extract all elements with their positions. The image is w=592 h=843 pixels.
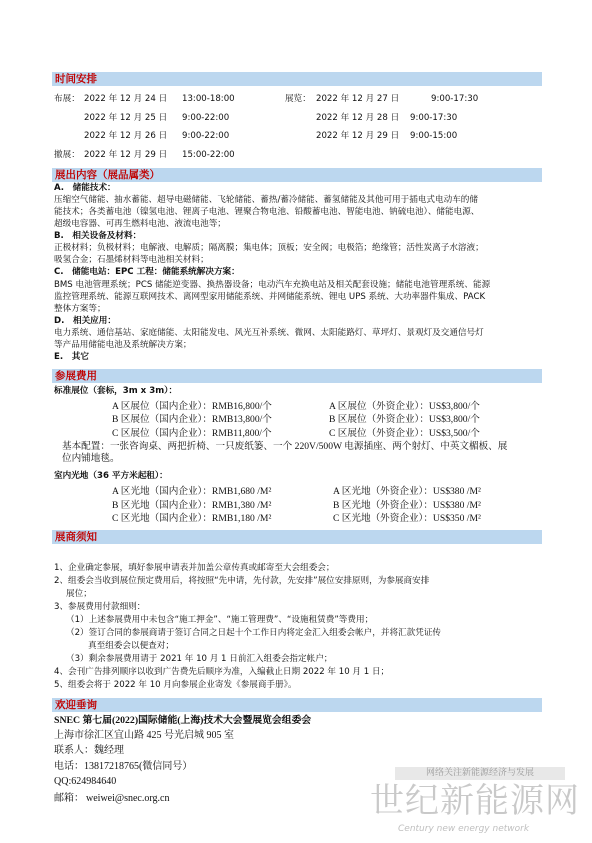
section-title-fees: 参展费用 xyxy=(55,370,97,382)
setup-label: 布展： xyxy=(54,94,80,104)
raw-for-c: C 区光地（外资企业）：US$350 /M² xyxy=(333,513,481,524)
show-time-3: 9:00-15:00 xyxy=(410,131,458,141)
standard-for-c: C 区展位（外资企业）：US$3,500/个 xyxy=(329,428,480,439)
note-3-2-line-1: （2）签订合同的参展商请于签订合同之日起十个工作日内将定金汇入组委会帐户，并将汇款凭证传 xyxy=(66,628,442,638)
section-title-welcome: 欢迎垂询 xyxy=(55,699,97,711)
show-time-1: 9:00-17:30 xyxy=(431,94,479,104)
contact-organizer: SNEC 第七届(2022)国际储能(上海)技术大会暨展览会组委会 xyxy=(54,715,312,726)
section-bar-welcome xyxy=(52,698,542,712)
note-2-line-2: 展位； xyxy=(66,589,92,599)
standard-dom-a: A 区展位（国内企业）：RMB16,800/个 xyxy=(112,401,272,412)
raw-dom-b: B 区光地（国内企业）：RMB1,380 /M² xyxy=(112,500,272,511)
note-3-3: （3）剩余参展费用请于 2021 年 10 月 1 日前汇入组委会指定帐户； xyxy=(66,654,333,664)
standard-dom-c: C 区展位（国内企业）：RMB11,800/个 xyxy=(112,428,272,439)
setup-time-3: 9:00-22:00 xyxy=(182,131,230,141)
exhibit-d-line-1: 电力系统、通信基站、家庭储能、太阳能发电、风光互补系统、微网、太阳能路灯、草坪灯、景观灯及交通信号灯 xyxy=(54,328,484,338)
raw-dom-c: C 区光地（国内企业）：RMB1,180 /M² xyxy=(112,513,272,524)
contact-address: 上海市徐汇区宜山路 425 号光启城 905 室 xyxy=(54,730,234,741)
exhibit-a-line-2: 能技术；各类蓄电池（镍氢电池、锂离子电池、锂聚合物电池、铅酸蓄电池、智能电池、钠硫电池）、储能电源、 xyxy=(54,207,480,217)
booth-config-line-1: 基本配置：一张咨询桌、两把折椅、一只废纸篓、一个 220V/500W 电源插座、两个射灯、中英文楣板、展 xyxy=(62,441,508,452)
exhibit-b-line-2: 吸氢合金；石墨烯材料等电池相关材料； xyxy=(54,255,209,265)
section-bar-notes xyxy=(52,530,542,544)
raw-for-a: A 区光地（外资企业）：US$380 /M² xyxy=(333,486,481,497)
show-date-1: 2022 年 12 月 27 日 xyxy=(316,94,400,104)
watermark-brand-en: Century new energy network xyxy=(398,824,530,834)
teardown-date: 2022 年 12 月 29 日 xyxy=(84,150,168,160)
section-title-schedule: 时间安排 xyxy=(55,73,97,85)
exhibit-a-line-3: 超级电容器、可再生燃料电池、液流电池等； xyxy=(54,219,226,229)
setup-date-2: 2022 年 12 月 25 日 xyxy=(84,113,168,123)
show-label: 展览： xyxy=(285,94,311,104)
raw-dom-a: A 区光地（国内企业）：RMB1,680 /M² xyxy=(112,486,272,497)
exhibit-c-line-2: 监控管理系统、能源互联网技术、离网型家用储能系统、并网储能系统、锂电 UPS 系统、大功率器件集成、PACK xyxy=(54,292,486,302)
show-time-2: 9:00-17:30 xyxy=(410,113,458,123)
watermark-brand: 世纪新能源网 xyxy=(370,781,580,821)
standard-for-b: B 区展位（外资企业）：US$3,800/个 xyxy=(329,414,480,425)
watermark-tagline: 网络关注新能源经济与发展 xyxy=(395,767,565,780)
contact-email-label: 邮箱： xyxy=(54,793,84,804)
setup-time-1: 13:00-18:00 xyxy=(182,94,235,104)
exhibit-c-line-3: 整体方案等； xyxy=(54,304,106,314)
note-3-2-line-2: 真至组委会以便查对； xyxy=(88,641,174,651)
exhibit-c-title: C. 储能电站：EPC 工程：储能系统解决方案： xyxy=(54,267,240,277)
contact-person: 联系人：魏经理 xyxy=(54,745,124,756)
note-3: 3、参展费用付款细则： xyxy=(54,602,146,612)
standard-booth-title: 标准展位（套标，3m x 3m）： xyxy=(54,386,178,396)
exhibit-d-line-2: 等产品用储能电池及系统解决方案； xyxy=(54,340,192,350)
standard-for-a: A 区展位（外资企业）：US$3,800/个 xyxy=(329,401,480,412)
note-1: 1、企业确定参展，填好参展申请表并加盖公章传真或邮寄至大会组委会； xyxy=(54,563,335,573)
standard-dom-b: B 区展位（国内企业）：RMB13,800/个 xyxy=(112,414,272,425)
setup-date-1: 2022 年 12 月 24 日 xyxy=(84,94,168,104)
exhibit-c-line-1: BMS 电池管理系统；PCS 储能逆变器、换热器设备；电动汽车充换电站及相关配套设施；储能电池管理系统、能源 xyxy=(54,280,491,290)
exhibit-e-title: E. 其它 xyxy=(54,352,89,362)
section-title-exhibits: 展出内容（展品属类） xyxy=(55,169,160,181)
exhibit-b-line-1: 正极材料；负极材料；电解液、电解质；隔离膜；集电体；顶板；安全阀；电极箔；绝缘管；活性炭离子水溶液； xyxy=(54,243,484,253)
setup-date-3: 2022 年 12 月 26 日 xyxy=(84,131,168,141)
booth-config-line-2: 位内铺地毯。 xyxy=(62,453,120,464)
note-2-line-1: 2、组委会当收到展位预定费用后，将按照“先申请，先付款，先安排”展位安排原则，为参展商安排 xyxy=(54,576,430,586)
setup-time-2: 9:00-22:00 xyxy=(182,113,230,123)
exhibit-d-title: D. 相关应用： xyxy=(54,316,116,326)
contact-phone: 电话：13817218765(微信同号） xyxy=(54,761,193,772)
note-3-1: （1）上述参展费用中未包含“施工押金”、“施工管理费”、“设施租赁费”等费用； xyxy=(66,615,374,625)
exhibit-b-title: B. 相关设备及材料： xyxy=(54,231,142,241)
section-bar-fees xyxy=(52,369,542,383)
show-date-3: 2022 年 12 月 29 日 xyxy=(316,131,400,141)
raw-space-title: 室内光地（36 平方米起租）： xyxy=(54,471,168,481)
teardown-time: 15:00-22:00 xyxy=(182,150,235,160)
raw-for-b: B 区光地（外资企业）：US$380 /M² xyxy=(333,500,481,511)
teardown-label: 撤展： xyxy=(54,150,80,160)
section-bar-exhibits xyxy=(52,168,542,182)
section-title-notes: 展商须知 xyxy=(55,531,97,543)
contact-qq: QQ:624984640 xyxy=(54,776,117,787)
exhibit-a-line-1: 压缩空气储能、抽水蓄能、超导电磁储能、飞轮储能、蓄热/蓄冷储能、蓄氢储能及其他可用于插电式电动车的储 xyxy=(54,195,478,205)
contact-email[interactable]: weiwei@snec.org.cn xyxy=(86,793,170,804)
section-bar-schedule xyxy=(52,72,542,86)
note-5: 5、组委会将于 2022 年 10 月向参展企业寄发《参展商手册》。 xyxy=(54,680,297,690)
note-4: 4、会刊广告排列顺序以收到广告费先后顺序为准，入编截止日期 2022 年 10 月 1 日； xyxy=(54,667,390,677)
exhibit-a-title: A. 储能技术： xyxy=(54,183,116,193)
show-date-2: 2022 年 12 月 28 日 xyxy=(316,113,400,123)
